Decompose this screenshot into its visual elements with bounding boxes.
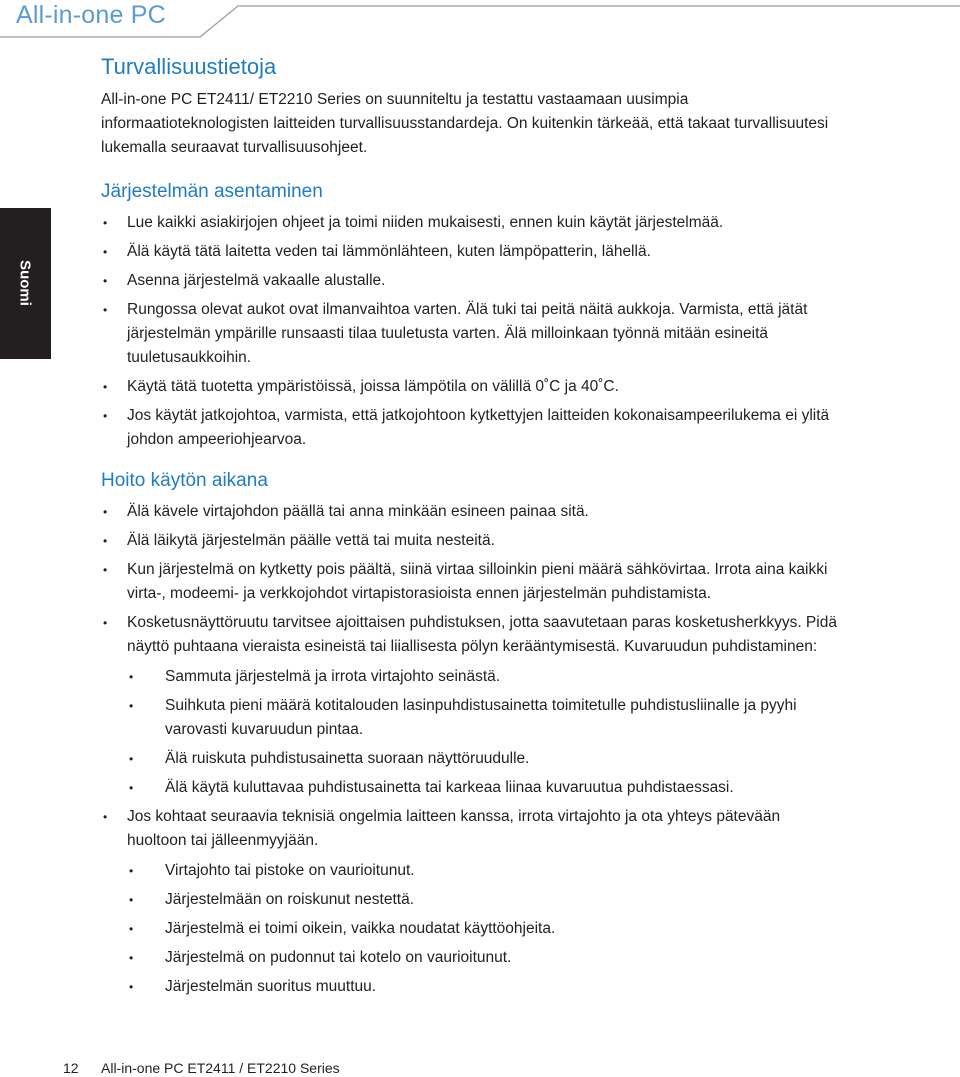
list-item (101, 805, 841, 999)
sublist-item: • Älä käytä kuluttavaa puhdistusainetta tai karkeaa liinaa kuvaruutua puhdistaessasi. (127, 776, 841, 800)
list-item (101, 500, 841, 524)
list-item-text: Kun järjestelmä on kytketty pois päältä, siinä virtaa silloinkin pieni määrä sähkövirtaa. Irrota aina kaikki virta-, modeemi- ja verkkojohdot virtapistorasioista ennen järjestelmän puhdistamista. (127, 561, 828, 602)
page-header (0, 0, 960, 38)
sublist-item: • Suihkuta pieni määrä kotitalouden lasinpuhdistusainetta toimitetulle puhdistusliinalle ja pyyhi varovasti kuvaruudun pintaa. (127, 694, 841, 742)
language-tab (0, 208, 51, 359)
list-item: • Lue kaikki asiakirjojen ohjeet ja toimi niiden mukaisesti, ennen kuin käytät järjestelmää. (101, 211, 841, 235)
language-tab-label: Suomi (16, 260, 34, 306)
screen-cleaning-sublist (127, 665, 841, 800)
list-item (101, 529, 841, 553)
list-item-text: Älä läikytä järjestelmän päälle vettä tai muita nesteitä. (127, 532, 495, 549)
list-item (101, 558, 841, 606)
page-footer (0, 1060, 960, 1077)
page-content (101, 52, 841, 1004)
sublist-item: • Järjestelmä on pudonnut tai kotelo on vaurioitunut. (127, 946, 841, 970)
care-heading: Hoito käytön aikana (101, 470, 268, 491)
list-item: • Rungossa olevat aukot ovat ilmanvaihtoa varten. Älä tuki tai peitä näitä aukkoja. Varmista, että jätät järjestelmän ympärille runsaasti tilaa tuuletusta varten. Älä milloinkaan työnnä mitään esineitä tuuletusaukkoihin. (101, 298, 841, 370)
page-number: 12 (63, 1060, 79, 1076)
intro-paragraph: All-in-one PC ET2411/ ET2210 Series on suunniteltu ja testattu vastaamaan uusimpia informaatioteknologisten laitteiden turvallisuusstandardeja. On kuitenkin tärkeää, että takaat turvallisuutesi lukemalla seuraavat turvallisuusohjeet. (101, 91, 829, 156)
list-item-text: Jos kohtaat seuraavia teknisiä ongelmia laitteen kanssa, irrota virtajohto ja ota yhteys pätevään huoltoon tai jälleenmyyjään. (127, 808, 781, 849)
sublist-item: • Sammuta järjestelmä ja irrota virtajohto seinästä. (127, 665, 841, 689)
list-item: • Älä käytä tätä laitetta veden tai lämmönlähteen, kuten lämpöpatterin, lähellä. (101, 240, 841, 264)
sublist-item: • Virtajohto tai pistoke on vaurioitunut. (127, 859, 841, 883)
sublist-item: • Järjestelmään on roiskunut nestettä. (127, 888, 841, 912)
list-item-text: Kosketusnäyttöruutu tarvitsee ajoittaisen puhdistuksen, jotta saavutetaan paras kosketusherkkyys. Pidä näyttö puhtaana vieraista esineistä tai liiallisesta pölyn kerääntymisestä. Kuvaruudun puhdistaminen: (127, 614, 837, 655)
header-title: All-in-one PC (16, 1, 166, 29)
system-setup-heading: Järjestelmän asentaminen (101, 181, 323, 202)
system-setup-list (101, 211, 841, 452)
page-title: Turvallisuustietoja (101, 54, 277, 79)
sublist-item: • Järjestelmä ei toimi oikein, vaikka noudatat käyttöohjeita. (127, 917, 841, 941)
list-item: • Jos käytät jatkojohtoa, varmista, että jatkojohtoon kytkettyjen laitteiden kokonaisampeerilukema ei ylitä johdon ampeeriohjearvoa. (101, 404, 841, 452)
sublist-item: • Älä ruiskuta puhdistusainetta suoraan näyttöruudulle. (127, 747, 841, 771)
sublist-item: • Järjestelmän suoritus muuttuu. (127, 975, 841, 999)
problems-sublist (127, 859, 841, 999)
list-item: • Asenna järjestelmä vakaalle alustalle. (101, 269, 841, 293)
list-item-text: Älä kävele virtajohdon päällä tai anna minkään esineen painaa sitä. (127, 503, 589, 520)
care-list (101, 500, 841, 999)
list-item (101, 611, 841, 800)
list-item: • Käytä tätä tuotetta ympäristöissä, joissa lämpötila on välillä 0˚C ja 40˚C. (101, 375, 841, 399)
footer-title: All-in-one PC ET2411 / ET2210 Series (101, 1060, 340, 1076)
